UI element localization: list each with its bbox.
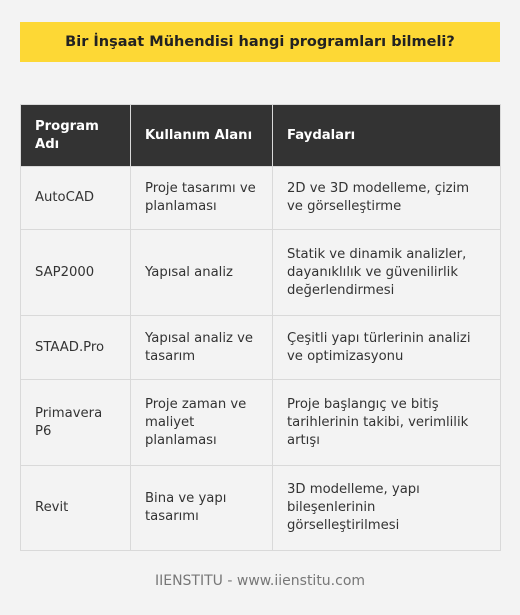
footer-credit: IIENSTITU - www.iienstitu.com [154,573,366,589]
benefits-cell: Proje başlangıç ve bitiş tarihlerinin takibi, verimlilik artışı [273,380,501,466]
benefits-cell: 2D ve 3D modelleme, çizim ve görselleştirme [273,167,501,230]
column-header-benefits: Faydaları [273,105,501,167]
table-row [21,230,501,316]
program-name-cell: AutoCAD [21,167,131,230]
benefits-cell: Çeşitli yapı türlerinin analizi ve optimizasyonu [273,316,501,380]
table-header-row [21,105,501,167]
usage-cell: Yapısal analiz ve tasarım [131,316,273,380]
page-title [20,22,500,62]
program-name-cell: STAAD.Pro [21,316,131,380]
program-name-cell: Revit [21,466,131,551]
program-name-cell: Primavera P6 [21,380,131,466]
column-header-program: Program Adı [21,105,131,167]
table-row [21,316,501,380]
programs-table [20,104,501,551]
usage-cell: Proje zaman ve maliyet planlaması [131,380,273,466]
usage-cell: Bina ve yapı tasarımı [131,466,273,551]
column-header-usage: Kullanım Alanı [131,105,273,167]
table-row [21,380,501,466]
usage-cell: Yapısal analiz [131,230,273,316]
benefits-cell: Statik ve dinamik analizler, dayanıklılık ve güvenilirlik değerlendirmesi [273,230,501,316]
table-row [21,167,501,230]
table-row [21,466,501,551]
page-title-text: Bir İnşaat Mühendisi hangi programları bilmeli? [65,34,455,50]
usage-cell: Proje tasarımı ve planlaması [131,167,273,230]
program-name-cell: SAP2000 [21,230,131,316]
benefits-cell: 3D modelleme, yapı bileşenlerinin görselleştirilmesi [273,466,501,551]
